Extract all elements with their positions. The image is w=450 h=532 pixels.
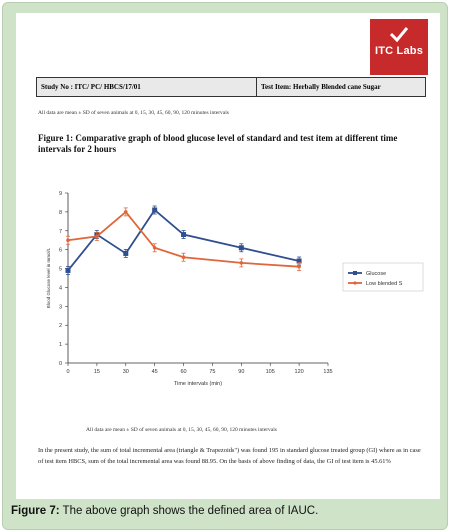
figure-frame bbox=[2, 2, 448, 530]
data-point-glucose bbox=[66, 268, 71, 273]
data-point-test bbox=[66, 238, 70, 242]
note-bottom: All data are mean ± SD of seven animals at 0, 15, 30, 45, 60, 90, 120 minutes intervals bbox=[86, 427, 277, 433]
legend-label: Low blended S bbox=[366, 281, 403, 287]
data-point-test bbox=[95, 235, 99, 239]
study-number: Study No : ITC/ PC/ HBCS/17/01 bbox=[37, 78, 257, 96]
logo-text: ITC Labs bbox=[374, 45, 424, 57]
x-tick-label: 60 bbox=[180, 369, 187, 375]
x-tick-label: 0 bbox=[66, 369, 70, 375]
note-top: All data are mean ± SD of seven animals at 0, 15, 30, 45, 60, 90, 120 minutes intervals bbox=[38, 110, 229, 116]
x-tick-label: 30 bbox=[122, 369, 129, 375]
study-header bbox=[36, 77, 426, 97]
results-paragraph: In the present study, the sum of total incremental area (triangle & Trapezoids") was found 195 in standard glucose treated group (GI) where as in case of test item HBCS, sum of the total incremental area was found 88.95. On the basis of above finding of data, the GI of test item is 45.61% bbox=[38, 447, 421, 465]
y-tick-label: 3 bbox=[58, 304, 62, 311]
data-point-glucose bbox=[123, 251, 128, 256]
data-point-test bbox=[124, 210, 128, 214]
y-axis-title: Blood Glucose level in mmol/L bbox=[46, 247, 51, 309]
legend-label: Glucose bbox=[366, 271, 387, 277]
logo-check-icon bbox=[389, 25, 409, 43]
y-tick-label: 8 bbox=[58, 209, 62, 216]
data-point-test bbox=[297, 265, 301, 269]
y-tick-label: 2 bbox=[58, 323, 62, 330]
glucose-chart bbox=[38, 183, 428, 393]
test-item: Test Item: Herbally Blended cane Sugar bbox=[261, 83, 381, 91]
data-point-test bbox=[182, 255, 186, 259]
caption-label: Figure 7: bbox=[11, 505, 60, 517]
y-tick-label: 5 bbox=[58, 266, 62, 273]
y-tick-label: 0 bbox=[58, 361, 62, 367]
chart-legend bbox=[343, 263, 423, 291]
figure-caption bbox=[11, 505, 441, 517]
x-tick-label: 90 bbox=[238, 369, 245, 375]
legend-marker bbox=[353, 271, 357, 275]
data-point-glucose bbox=[181, 232, 186, 237]
y-tick-label: 4 bbox=[58, 285, 62, 292]
data-point-glucose bbox=[152, 208, 157, 213]
data-point-test bbox=[240, 261, 244, 265]
y-tick-label: 1 bbox=[58, 342, 62, 349]
caption-text: The above graph shows the defined area of IAUC. bbox=[59, 505, 319, 517]
figure-heading: Figure 1: Comparative graph of blood glucose level of standard and test item at different time intervals for 2 hours bbox=[38, 133, 398, 154]
x-tick-label: 135 bbox=[323, 369, 333, 375]
x-tick-label: 15 bbox=[93, 369, 100, 375]
x-tick-label: 120 bbox=[294, 369, 304, 375]
chart-series bbox=[66, 206, 302, 274]
data-point-glucose bbox=[239, 245, 244, 250]
document-image bbox=[16, 13, 440, 499]
legend-marker bbox=[353, 281, 356, 284]
y-tick-label: 7 bbox=[58, 228, 62, 235]
x-tick-label: 45 bbox=[151, 369, 158, 375]
data-point-test bbox=[153, 246, 157, 250]
y-tick-label: 6 bbox=[58, 247, 62, 254]
x-tick-label: 105 bbox=[265, 369, 275, 375]
itc-labs-logo bbox=[370, 19, 428, 75]
chart-axes bbox=[46, 191, 333, 387]
y-tick-label: 9 bbox=[58, 191, 62, 197]
x-tick-label: 75 bbox=[209, 369, 216, 375]
x-axis-title: Time intervals (min) bbox=[173, 381, 223, 387]
